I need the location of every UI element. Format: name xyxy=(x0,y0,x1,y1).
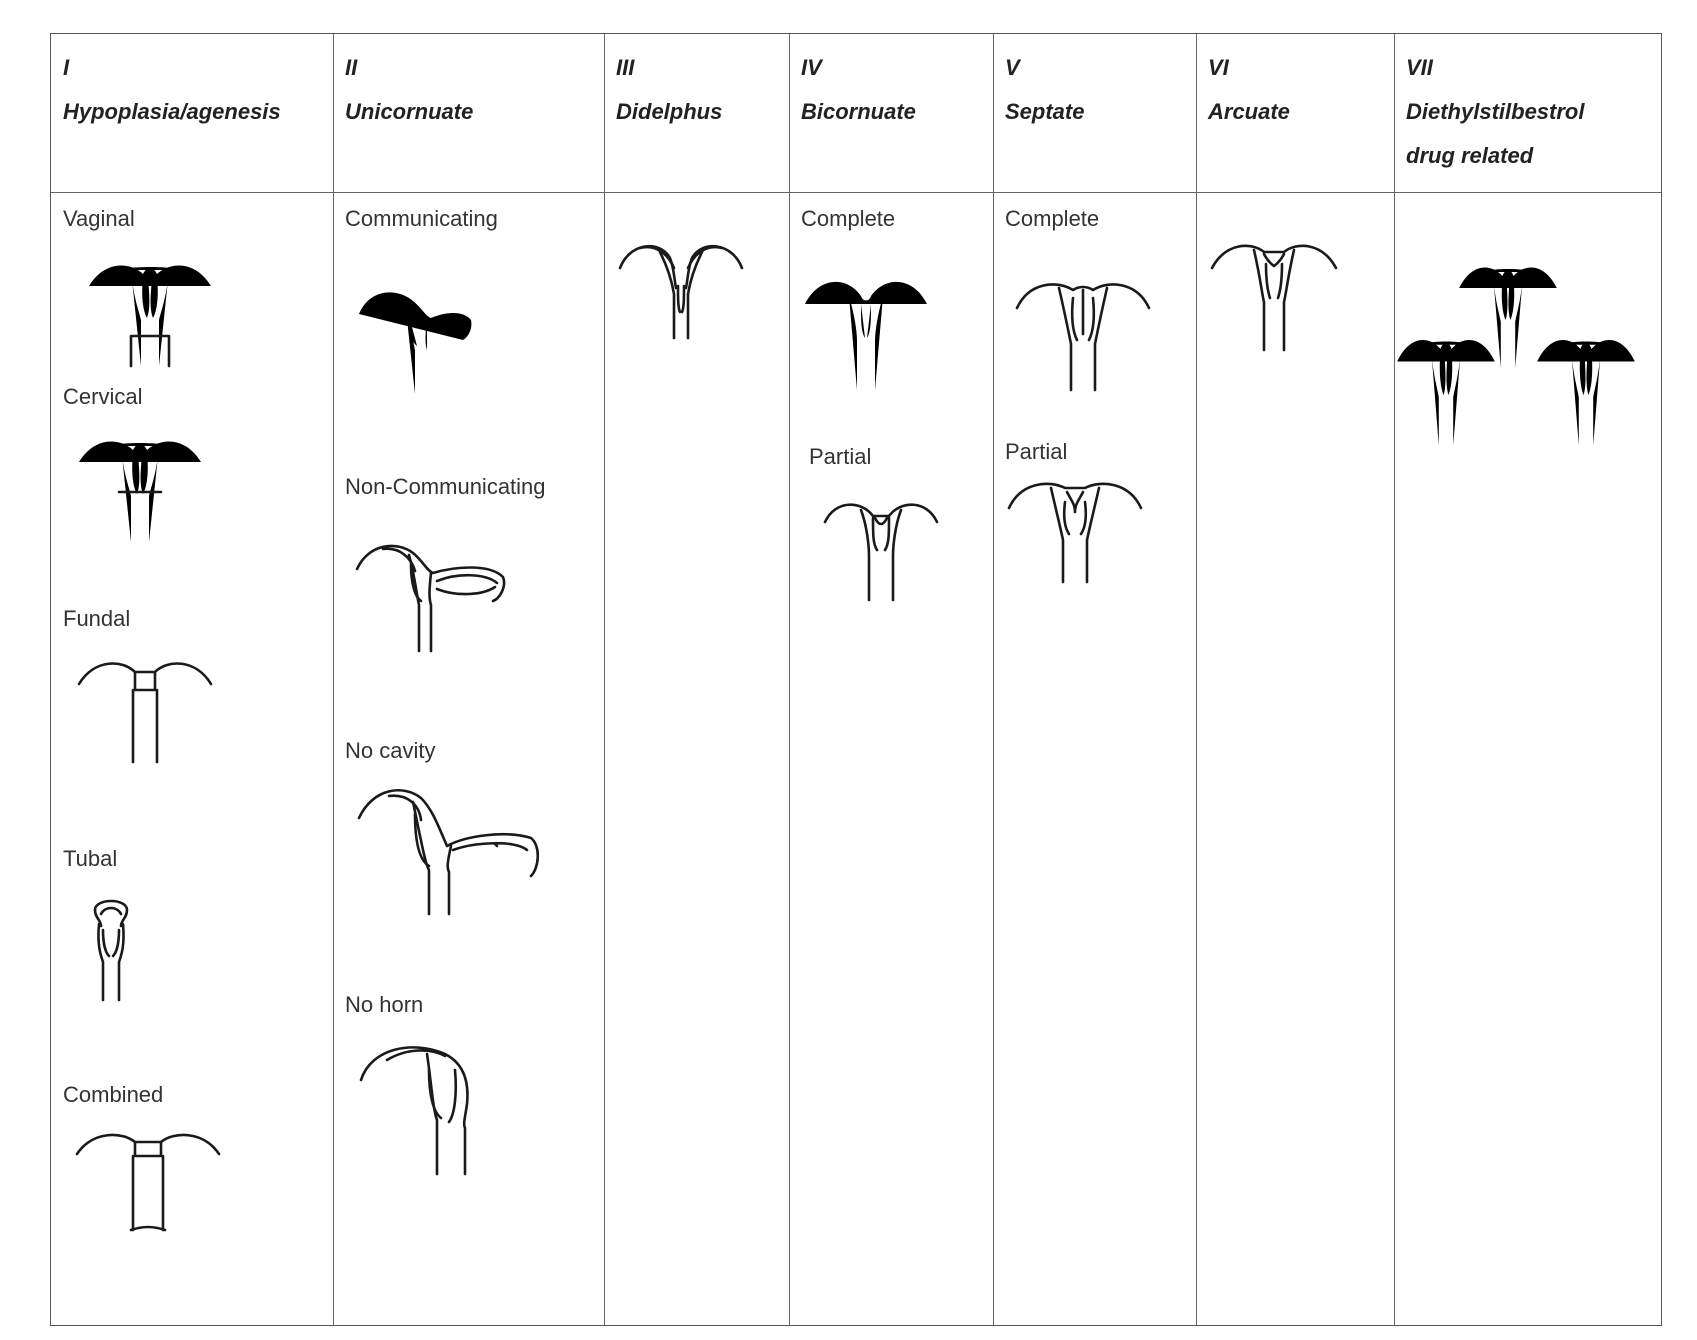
column-diethylstilbestrol xyxy=(1394,34,1663,1325)
subtype-label: Combined xyxy=(63,1082,164,1107)
class-title: Unicornuate xyxy=(345,99,474,124)
uterus-vaginal-agenesis-illustration xyxy=(85,256,215,366)
column-header xyxy=(801,46,985,134)
class-numeral: III xyxy=(616,55,635,80)
subtype-label: Partial xyxy=(1005,439,1068,464)
class-numeral: II xyxy=(345,55,358,80)
uterus-fundal-agenesis-illustration xyxy=(75,654,215,764)
uterus-des-t-shaped-illustration xyxy=(1394,330,1498,446)
subtype-label: Partial xyxy=(809,444,872,469)
uterus-septate-complete-illustration xyxy=(1013,274,1153,404)
class-title: Bicornuate xyxy=(801,99,916,124)
uterus-tubal-agenesis-illustration xyxy=(81,896,141,1006)
uterus-bicornuate-complete-illustration xyxy=(801,272,941,402)
uterus-unicornuate-non-communicating-illustration xyxy=(353,539,523,659)
subtype-label: Fundal xyxy=(63,606,131,631)
column-header xyxy=(63,46,325,134)
subtype-label: Cervical xyxy=(63,384,143,409)
class-numeral: VI xyxy=(1208,55,1229,80)
column-header xyxy=(616,46,781,134)
uterus-combined-agenesis-illustration xyxy=(73,1126,223,1236)
column-arcuate xyxy=(1196,34,1394,1325)
subtype-label: Complete xyxy=(801,206,896,231)
subtype-label: Vaginal xyxy=(63,206,135,231)
subtype-label: Communicating xyxy=(345,206,498,231)
mullerian-anomaly-classification-table xyxy=(50,33,1662,1326)
column-septate xyxy=(993,34,1196,1325)
subtype-label: Tubal xyxy=(63,846,118,871)
uterus-cervical-agenesis-illustration xyxy=(75,432,205,552)
uterus-unicornuate-communicating-illustration xyxy=(355,286,485,406)
class-title: Septate xyxy=(1005,99,1085,124)
class-numeral: VII xyxy=(1406,55,1433,80)
subtype-label: No cavity xyxy=(345,738,436,763)
column-header xyxy=(1005,46,1188,134)
subtype-label: Non-Communicating xyxy=(345,474,546,499)
subtype-label: Complete xyxy=(1005,206,1100,231)
column-hypoplasia-agenesis xyxy=(51,34,333,1325)
column-unicornuate xyxy=(333,34,604,1325)
uterus-unicornuate-no-horn-illustration xyxy=(357,1044,497,1184)
class-title: Arcuate xyxy=(1208,99,1290,124)
class-title-line2: drug related xyxy=(1406,143,1534,168)
class-numeral: I xyxy=(63,55,70,80)
uterus-bicornuate-partial-illustration xyxy=(821,496,941,606)
class-title: Hypoplasia/agenesis xyxy=(63,99,281,124)
column-bicornuate xyxy=(789,34,993,1325)
column-header xyxy=(345,46,596,134)
class-numeral: V xyxy=(1005,55,1020,80)
uterus-septate-partial-illustration xyxy=(1005,474,1145,584)
uterus-arcuate-illustration xyxy=(1208,238,1338,358)
class-title: Didelphus xyxy=(616,99,723,124)
class-numeral: IV xyxy=(801,55,822,80)
uterus-unicornuate-no-cavity-illustration xyxy=(355,784,545,924)
uterus-des-t-shaped-illustration xyxy=(1534,330,1638,446)
class-title: Diethylstilbestrol xyxy=(1406,99,1585,124)
column-didelphus xyxy=(604,34,789,1325)
subtype-label: No horn xyxy=(345,992,424,1017)
column-header xyxy=(1406,46,1655,178)
column-header xyxy=(1208,46,1386,134)
uterus-didelphus-illustration xyxy=(616,238,746,348)
